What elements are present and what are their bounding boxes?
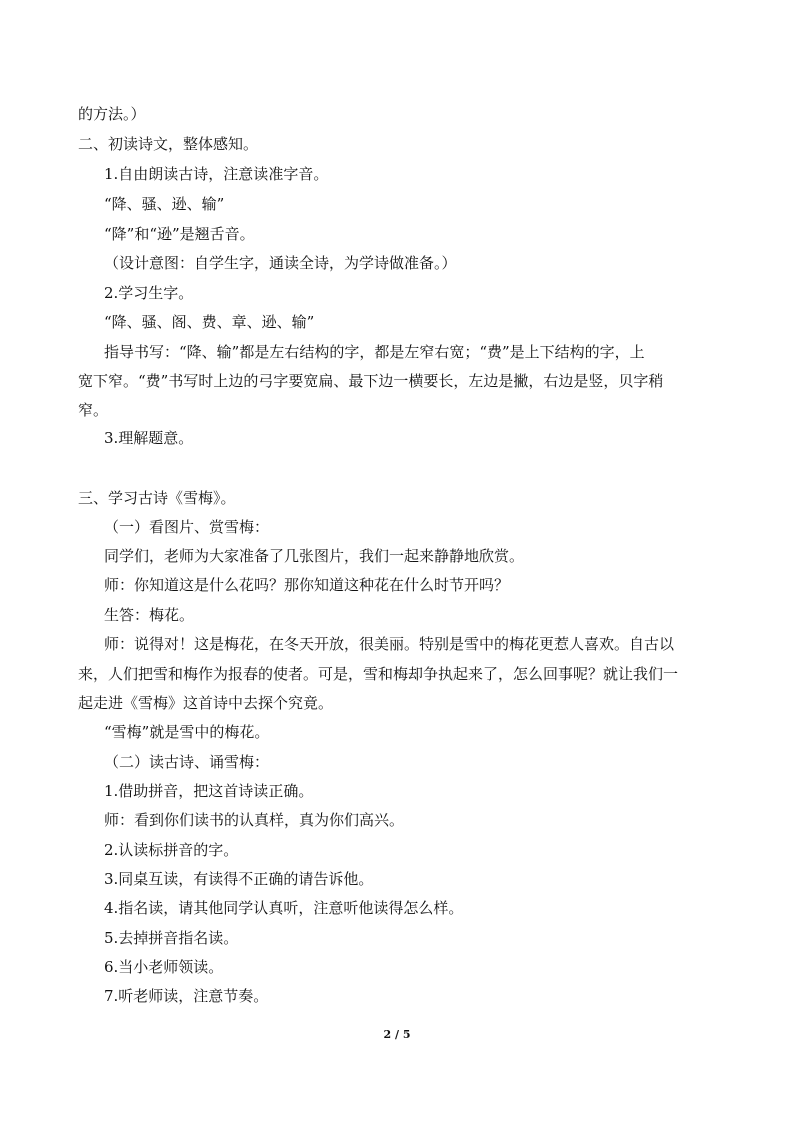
- text-line: 4.指名读，请其他同学认真听，注意听他读得怎么样。: [104, 899, 464, 917]
- text-line: 3.理解题意。: [104, 429, 194, 447]
- text-line: 来，人们把雪和梅作为报春的使者。可是，雪和梅却争执起来了，怎么回事呢？就让我们一: [78, 665, 679, 683]
- text-line: （设计意图：自学生字，通读全诗，为学诗做准备。）: [104, 254, 457, 272]
- text-line: 同学们，老师为大家准备了几张图片，我们一起来静静地欣赏。: [104, 547, 525, 565]
- subsection-heading: （一）看图片、赏雪梅：: [104, 518, 270, 536]
- text-line: 1.自由朗读古诗，注意读准字音。: [104, 165, 329, 183]
- text-line: “降”和“逊”是翘舌音。: [104, 225, 255, 243]
- text-line: 窄。: [78, 401, 109, 419]
- text-line: 6.当小老师领读。: [104, 958, 224, 976]
- text-line: 2.学习生字。: [104, 284, 194, 302]
- text-line: “雪梅”就是雪中的梅花。: [104, 723, 270, 741]
- page-number: 2 / 5: [383, 1028, 411, 1041]
- text-line: 7.听老师读，注意节奏。: [104, 987, 269, 1005]
- text-line: 3.同桌互读，有读得不正确的请告诉他。: [104, 870, 374, 888]
- text-line: 2.认读标拼音的字。: [104, 841, 239, 859]
- text-line: 指导书写：“降、输”都是左右结构的字，都是左窄右宽；“费”是上下结构的字，上: [104, 343, 645, 361]
- text-line: 起走进《雪梅》这首诗中去探个究竟。: [78, 694, 334, 712]
- text-line: “降、骚、逊、输”: [104, 195, 225, 213]
- text-line: “降、骚、阁、费、章、逊、输”: [104, 313, 315, 331]
- text-line: 师：你知道这是什么花吗？那你知道这种花在什么时节开吗？: [104, 576, 510, 594]
- section-heading: 二、初读诗文，整体感知。: [78, 135, 259, 153]
- text-line: 的方法。）: [78, 105, 146, 123]
- text-line: 宽下窄。“费”书写时上边的弓字要宽扁、最下边一横要长，左边是撇，右边是竖，贝字稍: [78, 372, 664, 390]
- section-heading: 三、学习古诗《雪梅》。: [78, 489, 236, 507]
- text-line: 师：说得对！这是梅花，在冬天开放，很美丽。特别是雪中的梅花更惹人喜欢。自古以: [104, 635, 675, 653]
- text-line: 5.去掉拼音指名读。: [104, 929, 239, 947]
- subsection-heading: （二）读古诗、诵雪梅：: [104, 753, 270, 771]
- text-line: 生答：梅花。: [104, 606, 195, 624]
- text-line: 1.借助拼音，把这首诗读正确。: [104, 782, 314, 800]
- text-line: 师：看到你们读书的认真样，真为你们高兴。: [104, 811, 405, 829]
